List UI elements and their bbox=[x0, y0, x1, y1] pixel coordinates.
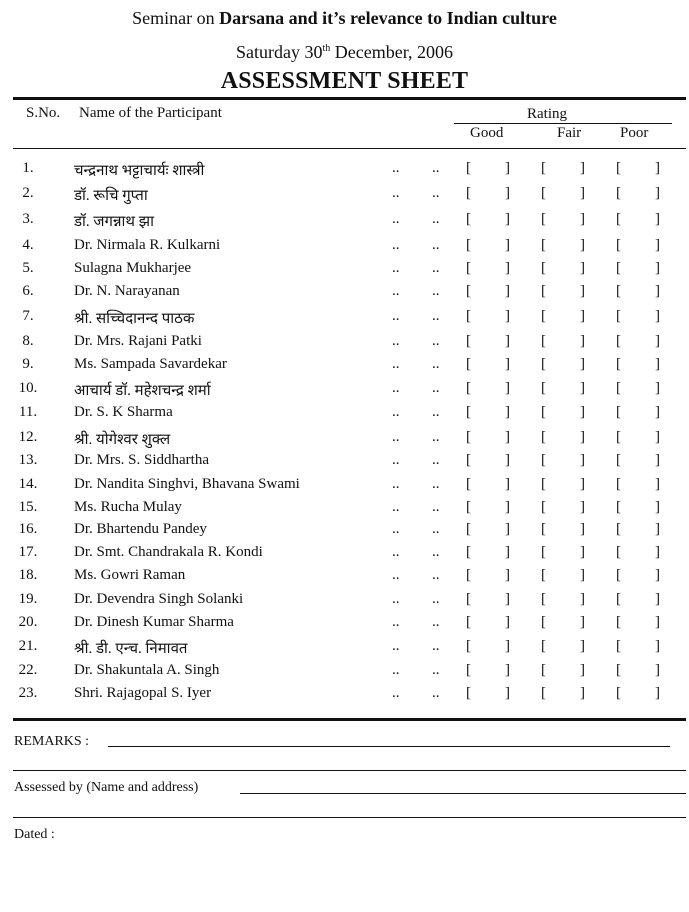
participant-row bbox=[0, 499, 689, 521]
participant-number: 17. bbox=[18, 544, 38, 560]
poor-open-bracket[interactable]: [ bbox=[616, 308, 621, 324]
participant-name: Ms. Gowri Raman bbox=[74, 567, 186, 583]
good-open-bracket[interactable]: [ bbox=[466, 476, 471, 492]
good-open-bracket[interactable]: [ bbox=[466, 260, 471, 276]
participant-row bbox=[0, 429, 689, 451]
leader-dots: .. bbox=[432, 404, 440, 420]
participant-number: 1. bbox=[22, 160, 34, 176]
participant-number: 21. bbox=[18, 638, 38, 654]
good-close-bracket[interactable]: ] bbox=[505, 614, 510, 630]
page-title: ASSESSMENT SHEET bbox=[220, 68, 469, 94]
participant-row bbox=[0, 567, 689, 589]
poor-close-bracket[interactable]: ] bbox=[655, 185, 660, 201]
column-header-rating: Rating bbox=[527, 106, 567, 122]
fair-close-bracket[interactable]: ] bbox=[580, 662, 585, 678]
date-suffix: December, 2006 bbox=[334, 42, 453, 62]
good-open-bracket[interactable]: [ bbox=[466, 452, 471, 468]
good-open-bracket[interactable]: [ bbox=[466, 356, 471, 372]
fair-open-bracket[interactable]: [ bbox=[541, 404, 546, 420]
fair-close-bracket[interactable]: ] bbox=[580, 429, 585, 445]
leader-dots: .. bbox=[432, 662, 440, 678]
fair-close-bracket[interactable]: ] bbox=[580, 614, 585, 630]
poor-close-bracket[interactable]: ] bbox=[655, 356, 660, 372]
date-superscript: th bbox=[322, 43, 331, 54]
poor-close-bracket[interactable]: ] bbox=[655, 308, 660, 324]
participant-number: 6. bbox=[22, 283, 34, 299]
fair-close-bracket[interactable]: ] bbox=[580, 160, 585, 176]
leader-dots: .. bbox=[432, 380, 440, 396]
leader-dots: .. bbox=[432, 160, 440, 176]
good-open-bracket[interactable]: [ bbox=[466, 544, 471, 560]
good-open-bracket[interactable]: [ bbox=[466, 567, 471, 583]
participant-name: Dr. Mrs. S. Siddhartha bbox=[74, 452, 209, 468]
column-header-fair: Fair bbox=[557, 125, 582, 141]
fair-close-bracket[interactable]: ] bbox=[580, 308, 585, 324]
participant-name: Ms. Rucha Mulay bbox=[74, 499, 182, 515]
participant-name: श्री. सच्चिदानन्द पाठक bbox=[74, 311, 195, 327]
leader-dots: .. bbox=[432, 333, 440, 349]
leader-dots: .. bbox=[392, 499, 400, 515]
poor-open-bracket[interactable]: [ bbox=[616, 429, 621, 445]
participant-row bbox=[0, 380, 689, 402]
fair-open-bracket[interactable]: [ bbox=[541, 380, 546, 396]
good-open-bracket[interactable]: [ bbox=[466, 429, 471, 445]
participant-name: Dr. N. Narayanan bbox=[74, 283, 180, 299]
leader-dots: .. bbox=[432, 567, 440, 583]
fair-close-bracket[interactable]: ] bbox=[580, 260, 585, 276]
poor-close-bracket[interactable]: ] bbox=[655, 662, 660, 678]
poor-open-bracket[interactable]: [ bbox=[616, 521, 621, 537]
good-open-bracket[interactable]: [ bbox=[466, 308, 471, 324]
participant-row bbox=[0, 662, 689, 684]
participant-row bbox=[0, 160, 689, 182]
good-close-bracket[interactable]: ] bbox=[505, 685, 510, 701]
participant-row bbox=[0, 685, 689, 707]
poor-open-bracket[interactable]: [ bbox=[616, 356, 621, 372]
good-close-bracket[interactable]: ] bbox=[505, 185, 510, 201]
poor-close-bracket[interactable]: ] bbox=[655, 452, 660, 468]
good-open-bracket[interactable]: [ bbox=[466, 685, 471, 701]
fair-close-bracket[interactable]: ] bbox=[580, 685, 585, 701]
poor-open-bracket[interactable]: [ bbox=[616, 283, 621, 299]
good-open-bracket[interactable]: [ bbox=[466, 380, 471, 396]
fair-close-bracket[interactable]: ] bbox=[580, 476, 585, 492]
leader-dots: .. bbox=[392, 544, 400, 560]
column-header-good: Good bbox=[470, 125, 504, 141]
good-close-bracket[interactable]: ] bbox=[505, 283, 510, 299]
poor-close-bracket[interactable]: ] bbox=[655, 260, 660, 276]
poor-close-bracket[interactable]: ] bbox=[655, 404, 660, 420]
dated-label: Dated : bbox=[14, 827, 55, 842]
participant-name: Dr. Nirmala R. Kulkarni bbox=[74, 237, 221, 253]
poor-close-bracket[interactable]: ] bbox=[655, 544, 660, 560]
good-close-bracket[interactable]: ] bbox=[505, 380, 510, 396]
column-header-sno: S.No. bbox=[26, 105, 61, 121]
good-close-bracket[interactable]: ] bbox=[505, 356, 510, 372]
leader-dots: .. bbox=[432, 356, 440, 372]
good-open-bracket[interactable]: [ bbox=[466, 185, 471, 201]
fair-open-bracket[interactable]: [ bbox=[541, 662, 546, 678]
participant-row bbox=[0, 521, 689, 543]
fair-close-bracket[interactable]: ] bbox=[580, 499, 585, 515]
poor-open-bracket[interactable]: [ bbox=[616, 237, 621, 253]
poor-close-bracket[interactable]: ] bbox=[655, 638, 660, 654]
fair-open-bracket[interactable]: [ bbox=[541, 356, 546, 372]
participant-number: 3. bbox=[22, 211, 34, 227]
bottom-rule bbox=[13, 718, 686, 721]
leader-dots: .. bbox=[392, 404, 400, 420]
fair-close-bracket[interactable]: ] bbox=[580, 380, 585, 396]
poor-open-bracket[interactable]: [ bbox=[616, 476, 621, 492]
poor-open-bracket[interactable]: [ bbox=[616, 260, 621, 276]
leader-dots: .. bbox=[392, 685, 400, 701]
participant-row bbox=[0, 544, 689, 566]
column-header-poor: Poor bbox=[620, 125, 649, 141]
leader-dots: .. bbox=[432, 452, 440, 468]
leader-dots: .. bbox=[392, 591, 400, 607]
fair-open-bracket[interactable]: [ bbox=[541, 308, 546, 324]
good-close-bracket[interactable]: ] bbox=[505, 211, 510, 227]
good-close-bracket[interactable]: ] bbox=[505, 591, 510, 607]
good-open-bracket[interactable]: [ bbox=[466, 160, 471, 176]
leader-dots: .. bbox=[392, 260, 400, 276]
leader-dots: .. bbox=[392, 662, 400, 678]
good-open-bracket[interactable]: [ bbox=[466, 591, 471, 607]
leader-dots: .. bbox=[432, 591, 440, 607]
fair-close-bracket[interactable]: ] bbox=[580, 333, 585, 349]
participant-number: 8. bbox=[22, 333, 34, 349]
participant-row bbox=[0, 283, 689, 305]
poor-close-bracket[interactable]: ] bbox=[655, 333, 660, 349]
poor-open-bracket[interactable]: [ bbox=[616, 452, 621, 468]
leader-dots: .. bbox=[392, 638, 400, 654]
participant-number: 16. bbox=[18, 521, 38, 537]
poor-close-bracket[interactable]: ] bbox=[655, 499, 660, 515]
good-close-bracket[interactable]: ] bbox=[505, 452, 510, 468]
leader-dots: .. bbox=[432, 499, 440, 515]
footer-separator-2 bbox=[13, 817, 686, 818]
leader-dots: .. bbox=[392, 452, 400, 468]
participant-number: 4. bbox=[22, 237, 34, 253]
column-header-name: Name of the Participant bbox=[79, 105, 222, 121]
participant-name: आचार्य डॉ. महेशचन्द्र शर्मा bbox=[74, 383, 211, 399]
participant-row bbox=[0, 333, 689, 355]
good-open-bracket[interactable]: [ bbox=[466, 614, 471, 630]
participant-number: 2. bbox=[22, 185, 34, 201]
fair-open-bracket[interactable]: [ bbox=[541, 614, 546, 630]
participant-row bbox=[0, 476, 689, 498]
fair-open-bracket[interactable]: [ bbox=[541, 237, 546, 253]
fair-close-bracket[interactable]: ] bbox=[580, 567, 585, 583]
good-open-bracket[interactable]: [ bbox=[466, 521, 471, 537]
fair-close-bracket[interactable]: ] bbox=[580, 452, 585, 468]
good-close-bracket[interactable]: ] bbox=[505, 333, 510, 349]
good-close-bracket[interactable]: ] bbox=[505, 429, 510, 445]
poor-close-bracket[interactable]: ] bbox=[655, 476, 660, 492]
participant-number: 10. bbox=[18, 380, 38, 396]
fair-open-bracket[interactable]: [ bbox=[541, 544, 546, 560]
participant-name: Dr. Nandita Singhvi, Bhavana Swami bbox=[74, 476, 300, 492]
good-close-bracket[interactable]: ] bbox=[505, 160, 510, 176]
good-close-bracket[interactable]: ] bbox=[505, 237, 510, 253]
poor-open-bracket[interactable]: [ bbox=[616, 591, 621, 607]
date-prefix: Saturday 30 bbox=[236, 42, 323, 62]
fair-close-bracket[interactable]: ] bbox=[580, 185, 585, 201]
poor-open-bracket[interactable]: [ bbox=[616, 404, 621, 420]
leader-dots: .. bbox=[432, 237, 440, 253]
leader-dots: .. bbox=[432, 614, 440, 630]
participant-name: Dr. Smt. Chandrakala R. Kondi bbox=[74, 544, 263, 560]
participant-number: 13. bbox=[18, 452, 38, 468]
leader-dots: .. bbox=[392, 356, 400, 372]
seminar-heading bbox=[0, 8, 689, 29]
good-close-bracket[interactable]: ] bbox=[505, 638, 510, 654]
good-open-bracket[interactable]: [ bbox=[466, 638, 471, 654]
poor-close-bracket[interactable]: ] bbox=[655, 521, 660, 537]
poor-open-bracket[interactable]: [ bbox=[616, 544, 621, 560]
leader-dots: .. bbox=[432, 685, 440, 701]
poor-close-bracket[interactable]: ] bbox=[655, 380, 660, 396]
poor-close-bracket[interactable]: ] bbox=[655, 211, 660, 227]
participant-name: डॉ. रूचि गुप्ता bbox=[74, 188, 148, 204]
good-close-bracket[interactable]: ] bbox=[505, 567, 510, 583]
poor-close-bracket[interactable]: ] bbox=[655, 429, 660, 445]
participant-row bbox=[0, 356, 689, 378]
leader-dots: .. bbox=[392, 237, 400, 253]
participant-name: श्री. डी. एन्च. निमावत bbox=[74, 641, 188, 657]
participant-number: 23. bbox=[18, 685, 38, 701]
fair-open-bracket[interactable]: [ bbox=[541, 185, 546, 201]
good-close-bracket[interactable]: ] bbox=[505, 544, 510, 560]
participant-name: Dr. Dinesh Kumar Sharma bbox=[74, 614, 234, 630]
leader-dots: .. bbox=[392, 614, 400, 630]
poor-open-bracket[interactable]: [ bbox=[616, 662, 621, 678]
good-close-bracket[interactable]: ] bbox=[505, 499, 510, 515]
fair-open-bracket[interactable]: [ bbox=[541, 211, 546, 227]
leader-dots: .. bbox=[432, 260, 440, 276]
good-open-bracket[interactable]: [ bbox=[466, 404, 471, 420]
leader-dots: .. bbox=[432, 476, 440, 492]
seminar-topic: Darsana and it’s relevance to Indian culture bbox=[219, 8, 557, 28]
fair-open-bracket[interactable]: [ bbox=[541, 476, 546, 492]
participant-number: 15. bbox=[18, 499, 38, 515]
poor-open-bracket[interactable]: [ bbox=[616, 638, 621, 654]
participant-number: 9. bbox=[22, 356, 34, 372]
participant-name: Dr. Bhartendu Pandey bbox=[74, 521, 207, 537]
leader-dots: .. bbox=[392, 429, 400, 445]
participant-number: 22. bbox=[18, 662, 38, 678]
leader-dots: .. bbox=[432, 638, 440, 654]
poor-close-bracket[interactable]: ] bbox=[655, 237, 660, 253]
poor-open-bracket[interactable]: [ bbox=[616, 333, 621, 349]
participant-number: 5. bbox=[22, 260, 34, 276]
participant-row bbox=[0, 211, 689, 233]
participant-name: चन्द्रनाथ भट्टाचार्यः शास्त्री bbox=[74, 163, 205, 179]
leader-dots: .. bbox=[432, 283, 440, 299]
participant-name: Dr. Devendra Singh Solanki bbox=[74, 591, 244, 607]
good-open-bracket[interactable]: [ bbox=[466, 662, 471, 678]
poor-open-bracket[interactable]: [ bbox=[616, 685, 621, 701]
fair-close-bracket[interactable]: ] bbox=[580, 283, 585, 299]
poor-open-bracket[interactable]: [ bbox=[616, 160, 621, 176]
participant-name: डॉ. जगन्नाथ झा bbox=[74, 214, 154, 230]
seminar-heading-prefix: Seminar on bbox=[132, 8, 215, 28]
good-close-bracket[interactable]: ] bbox=[505, 521, 510, 537]
remarks-line[interactable] bbox=[108, 746, 670, 747]
participant-row bbox=[0, 591, 689, 613]
poor-close-bracket[interactable]: ] bbox=[655, 160, 660, 176]
fair-close-bracket[interactable]: ] bbox=[580, 356, 585, 372]
leader-dots: .. bbox=[392, 211, 400, 227]
participant-row bbox=[0, 237, 689, 259]
participant-row bbox=[0, 452, 689, 474]
fair-close-bracket[interactable]: ] bbox=[580, 544, 585, 560]
participant-name: श्री. योगेश्वर शुक्ल bbox=[74, 432, 171, 448]
fair-close-bracket[interactable]: ] bbox=[580, 237, 585, 253]
fair-open-bracket[interactable]: [ bbox=[541, 452, 546, 468]
participant-row bbox=[0, 260, 689, 282]
good-close-bracket[interactable]: ] bbox=[505, 662, 510, 678]
participant-number: 20. bbox=[18, 614, 38, 630]
good-open-bracket[interactable]: [ bbox=[466, 283, 471, 299]
leader-dots: .. bbox=[392, 308, 400, 324]
leader-dots: .. bbox=[392, 185, 400, 201]
participant-name: Dr. Shakuntala A. Singh bbox=[74, 662, 220, 678]
fair-open-bracket[interactable]: [ bbox=[541, 283, 546, 299]
fair-open-bracket[interactable]: [ bbox=[541, 333, 546, 349]
poor-open-bracket[interactable]: [ bbox=[616, 211, 621, 227]
top-rule bbox=[13, 97, 686, 100]
good-close-bracket[interactable]: ] bbox=[505, 404, 510, 420]
poor-open-bracket[interactable]: [ bbox=[616, 499, 621, 515]
participant-row bbox=[0, 185, 689, 207]
header-rule bbox=[13, 148, 686, 149]
fair-open-bracket[interactable]: [ bbox=[541, 521, 546, 537]
poor-close-bracket[interactable]: ] bbox=[655, 283, 660, 299]
poor-close-bracket[interactable]: ] bbox=[655, 614, 660, 630]
fair-open-bracket[interactable]: [ bbox=[541, 638, 546, 654]
leader-dots: .. bbox=[432, 211, 440, 227]
poor-close-bracket[interactable]: ] bbox=[655, 591, 660, 607]
participant-row bbox=[0, 308, 689, 330]
poor-open-bracket[interactable]: [ bbox=[616, 380, 621, 396]
good-open-bracket[interactable]: [ bbox=[466, 499, 471, 515]
participant-name: Shri. Rajagopal S. Iyer bbox=[74, 685, 212, 701]
good-open-bracket[interactable]: [ bbox=[466, 211, 471, 227]
participant-row bbox=[0, 404, 689, 426]
leader-dots: .. bbox=[432, 308, 440, 324]
leader-dots: .. bbox=[392, 333, 400, 349]
fair-close-bracket[interactable]: ] bbox=[580, 521, 585, 537]
footer-separator bbox=[13, 770, 686, 771]
fair-open-bracket[interactable]: [ bbox=[541, 499, 546, 515]
participant-name: Sulagna Mukharjee bbox=[74, 260, 192, 276]
poor-close-bracket[interactable]: ] bbox=[655, 685, 660, 701]
seminar-date bbox=[0, 42, 689, 63]
leader-dots: .. bbox=[392, 283, 400, 299]
fair-open-bracket[interactable]: [ bbox=[541, 260, 546, 276]
participant-number: 18. bbox=[18, 567, 38, 583]
rating-underline bbox=[454, 123, 672, 124]
leader-dots: .. bbox=[392, 476, 400, 492]
poor-open-bracket[interactable]: [ bbox=[616, 614, 621, 630]
leader-dots: .. bbox=[392, 160, 400, 176]
fair-close-bracket[interactable]: ] bbox=[580, 211, 585, 227]
poor-close-bracket[interactable]: ] bbox=[655, 567, 660, 583]
leader-dots: .. bbox=[432, 429, 440, 445]
participant-number: 19. bbox=[18, 591, 38, 607]
good-open-bracket[interactable]: [ bbox=[466, 333, 471, 349]
participant-number: 11. bbox=[18, 404, 38, 420]
fair-close-bracket[interactable]: ] bbox=[580, 404, 585, 420]
leader-dots: .. bbox=[392, 521, 400, 537]
leader-dots: .. bbox=[392, 380, 400, 396]
leader-dots: .. bbox=[432, 185, 440, 201]
fair-open-bracket[interactable]: [ bbox=[541, 591, 546, 607]
fair-open-bracket[interactable]: [ bbox=[541, 429, 546, 445]
fair-open-bracket[interactable]: [ bbox=[541, 160, 546, 176]
remarks-label: REMARKS : bbox=[14, 734, 90, 749]
good-close-bracket[interactable]: ] bbox=[505, 476, 510, 492]
fair-close-bracket[interactable]: ] bbox=[580, 591, 585, 607]
fair-close-bracket[interactable]: ] bbox=[580, 638, 585, 654]
good-close-bracket[interactable]: ] bbox=[505, 308, 510, 324]
good-open-bracket[interactable]: [ bbox=[466, 237, 471, 253]
leader-dots: .. bbox=[432, 544, 440, 560]
good-close-bracket[interactable]: ] bbox=[505, 260, 510, 276]
participant-number: 12. bbox=[18, 429, 38, 445]
assessed-by-line[interactable] bbox=[240, 793, 686, 794]
participant-name: Ms. Sampada Savardekar bbox=[74, 356, 227, 372]
participant-name: Dr. S. K Sharma bbox=[74, 404, 173, 420]
participant-row bbox=[0, 638, 689, 660]
fair-open-bracket[interactable]: [ bbox=[541, 567, 546, 583]
poor-open-bracket[interactable]: [ bbox=[616, 185, 621, 201]
participant-number: 7. bbox=[22, 308, 34, 324]
participant-row bbox=[0, 614, 689, 636]
leader-dots: .. bbox=[432, 521, 440, 537]
leader-dots: .. bbox=[392, 567, 400, 583]
assessed-by-label: Assessed by (Name and address) bbox=[14, 780, 199, 795]
participant-number: 14. bbox=[18, 476, 38, 492]
participant-name: Dr. Mrs. Rajani Patki bbox=[74, 333, 202, 349]
fair-open-bracket[interactable]: [ bbox=[541, 685, 546, 701]
poor-open-bracket[interactable]: [ bbox=[616, 567, 621, 583]
